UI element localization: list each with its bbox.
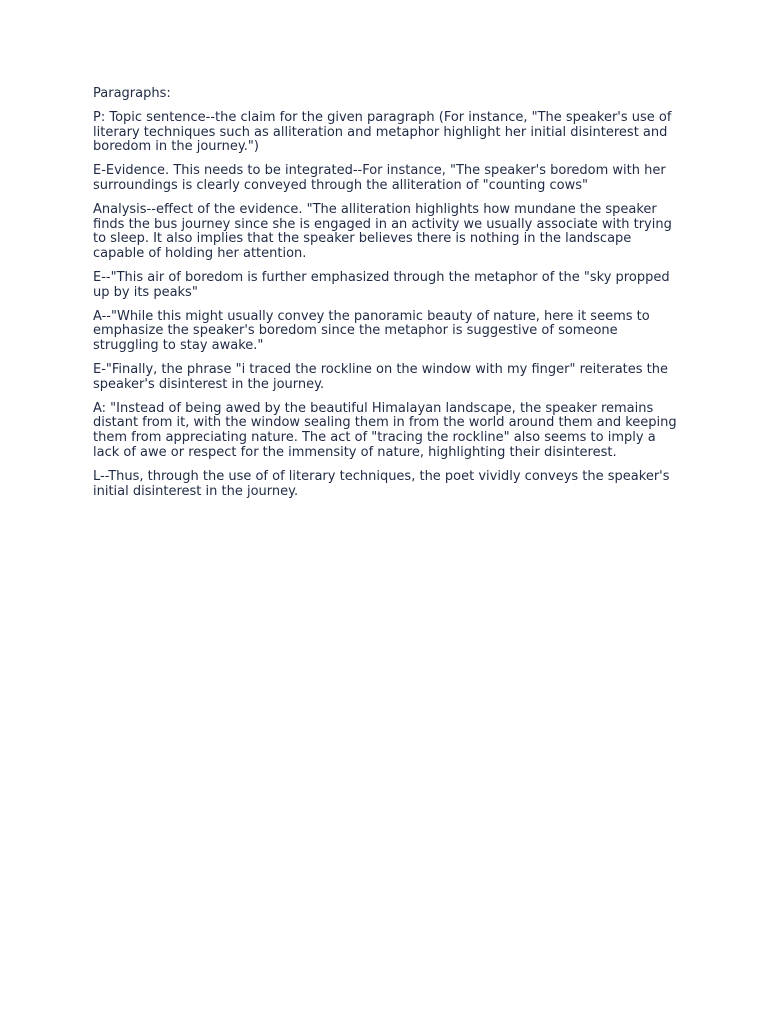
paragraph-analysis-2: A--"While this might usually convey the panoramic beauty of nature, here it seems to emphasize the speaker's boredom since the metaphor is suggestive of someone struggling to stay awake.": [93, 308, 650, 354]
paragraph-analysis-1: Analysis--effect of the evidence. "The alliteration highlights how mundane the speaker finds the bus journey since she is engaged in an activity we usually associate with trying to sleep. It also implies that the speaker believes there is nothing in the landscape capable of holding her attention.: [93, 201, 672, 262]
document-body: [93, 87, 683, 508]
document-heading: Paragraphs:: [93, 86, 171, 101]
paragraph-point: P: Topic sentence--the claim for the given paragraph (For instance, "The speaker's use of literary techniques such as alliteration and metaphor highlight her initial disinterest and boredom in the journey."): [93, 109, 672, 155]
paragraph-evidence-1: E-Evidence. This needs to be integrated--For instance, "The speaker's boredom with her surroundings is clearly conveyed through the alliteration of "counting cows": [93, 163, 666, 193]
paragraph-link: L--Thus, through the use of of literary techniques, the poet vividly conveys the speaker's initial disinterest in the journey.: [93, 468, 670, 499]
paragraph-evidence-2: E--"This air of boredom is further emphasized through the metaphor of the "sky propped up by its peaks": [93, 269, 670, 300]
paragraph-analysis-3: A: "Instead of being awed by the beautiful Himalayan landscape, the speaker remains distant from it, with the window sealing them in from the world around them and keeping them from appreciating nature. The act of "tracing the rockline" also seems to imply a lack of awe or respect for the immensity of nature, highlighting their disinterest.: [93, 400, 677, 460]
paragraph-evidence-3: E-"Finally, the phrase "i traced the rockline on the window with my finger" reiterates the speaker's disinterest in the journey.: [93, 361, 668, 392]
